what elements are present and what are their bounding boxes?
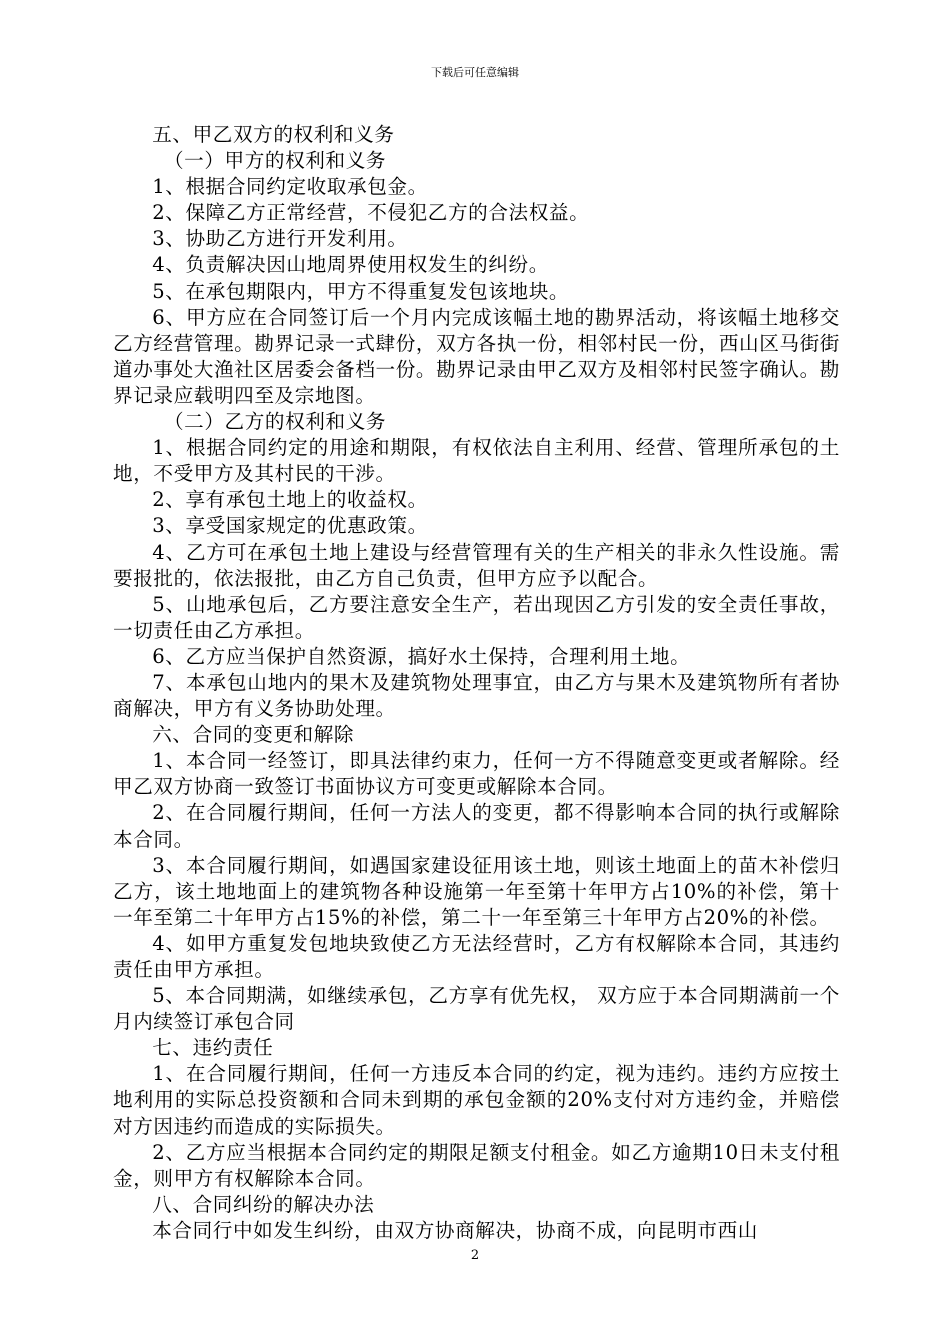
paragraph: 7、本承包山地内的果木及建筑物处理事宜，由乙方与果木及建筑物所有者协商解决，甲方有义务协助处理。 — [113, 670, 840, 721]
document-body — [113, 122, 840, 1244]
page-number: 2 — [470, 1248, 480, 1263]
paragraph: 2、保障乙方正常经营，不侵犯乙方的合法权益。 — [152, 201, 590, 225]
paragraph: 2、在合同履行期间，任何一方法人的变更，都不得影响本合同的执行或解除本合同。 — [113, 801, 840, 851]
paragraph: 5、山地承包后，乙方要注意安全生产，若出现因乙方引发的安全责任事故，一切责任由乙方承担。 — [113, 592, 840, 642]
paragraph: 本合同行中如发生纠纷，由双方协商解决，协商不成，向昆明市西山 — [152, 1218, 758, 1242]
paragraph: 3、本合同履行期间，如遇国家建设征用该土地，则该土地面上的苗木补偿归乙方，该土地地面上的建筑物各种设施第一年至第十年甲方占10%的补偿，第十一年至第二十年甲方占15%的补偿，第二十一年至第三十年甲方占20%的补偿。 — [113, 853, 840, 929]
section-heading-5: 五、甲乙双方的权利和义务 — [152, 123, 395, 146]
paragraph: 6、甲方应在合同签订后一个月内完成该幅土地的勘界活动，将该幅土地移交乙方经营管理。勘界记录一式肆份，双方各执一份，相邻村民一份，西山区马街街道办事处大渔社区居委会备档一份。勘界记录由甲乙双方及相邻村民签字确认。勘界记录应载明四至及宗地图。 — [113, 305, 840, 407]
paragraph: 1、在合同履行期间，任何一方违反本合同的约定，视为违约。违约方应按土地利用的实际总投资额和合同未到期的承包金额的20%支付对方违约金，并赔偿对方因违约而造成的实际损失。 — [113, 1062, 840, 1138]
paragraph: 2、乙方应当根据本合同约定的期限足额支付租金。如乙方逾期10日未支付租金，则甲方有权解除本合同。 — [113, 1140, 840, 1190]
paragraph: 5、本合同期满，如继续承包，乙方享有优先权， 双方应于本合同期满前一个月内续签订承包合同 — [113, 984, 840, 1034]
paragraph: 1、根据合同约定的用途和期限，有权依法自主利用、经营、管理所承包的土地，不受甲方及其村民的干涉。 — [113, 436, 840, 486]
paragraph: 5、在承包期限内，甲方不得重复发包该地块。 — [152, 279, 570, 303]
page-header-note: 下载后可任意编辑 — [431, 66, 519, 79]
section-heading-6: 六、合同的变更和解除 — [152, 723, 355, 747]
paragraph: 1、本合同一经签订，即具法律约束力，任何一方不得随意变更或者解除。经甲乙双方协商一致签订书面协议方可变更或解除本合同。 — [113, 749, 840, 799]
paragraph: 6、乙方应当保护自然资源，搞好水土保持，合理利用土地。 — [152, 644, 691, 668]
subsection-heading-party-b: （二）乙方的权利和义务 — [163, 410, 387, 434]
paragraph: 4、如甲方重复发包地块致使乙方无法经营时，乙方有权解除本合同，其违约责任由甲方承担。 — [113, 931, 840, 981]
paragraph: 3、享受国家规定的优惠政策。 — [152, 514, 428, 538]
section-heading-8: 八、合同纠纷的解决办法 — [152, 1192, 375, 1216]
paragraph: 4、乙方可在承包土地上建设与经营管理有关的生产相关的非永久性设施。需要报批的，依法报批，由乙方自己负责，但甲方应予以配合。 — [113, 540, 840, 590]
paragraph: 1、根据合同约定收取承包金。 — [152, 175, 428, 199]
paragraph: 4、负责解决因山地周界使用权发生的纠纷。 — [152, 253, 549, 277]
paragraph: 3、协助乙方进行开发利用。 — [152, 227, 408, 251]
section-heading-7: 七、违约责任 — [152, 1036, 274, 1060]
subsection-heading-party-a: （一）甲方的权利和义务 — [163, 149, 387, 173]
paragraph: 2、享有承包土地上的收益权。 — [152, 488, 428, 512]
